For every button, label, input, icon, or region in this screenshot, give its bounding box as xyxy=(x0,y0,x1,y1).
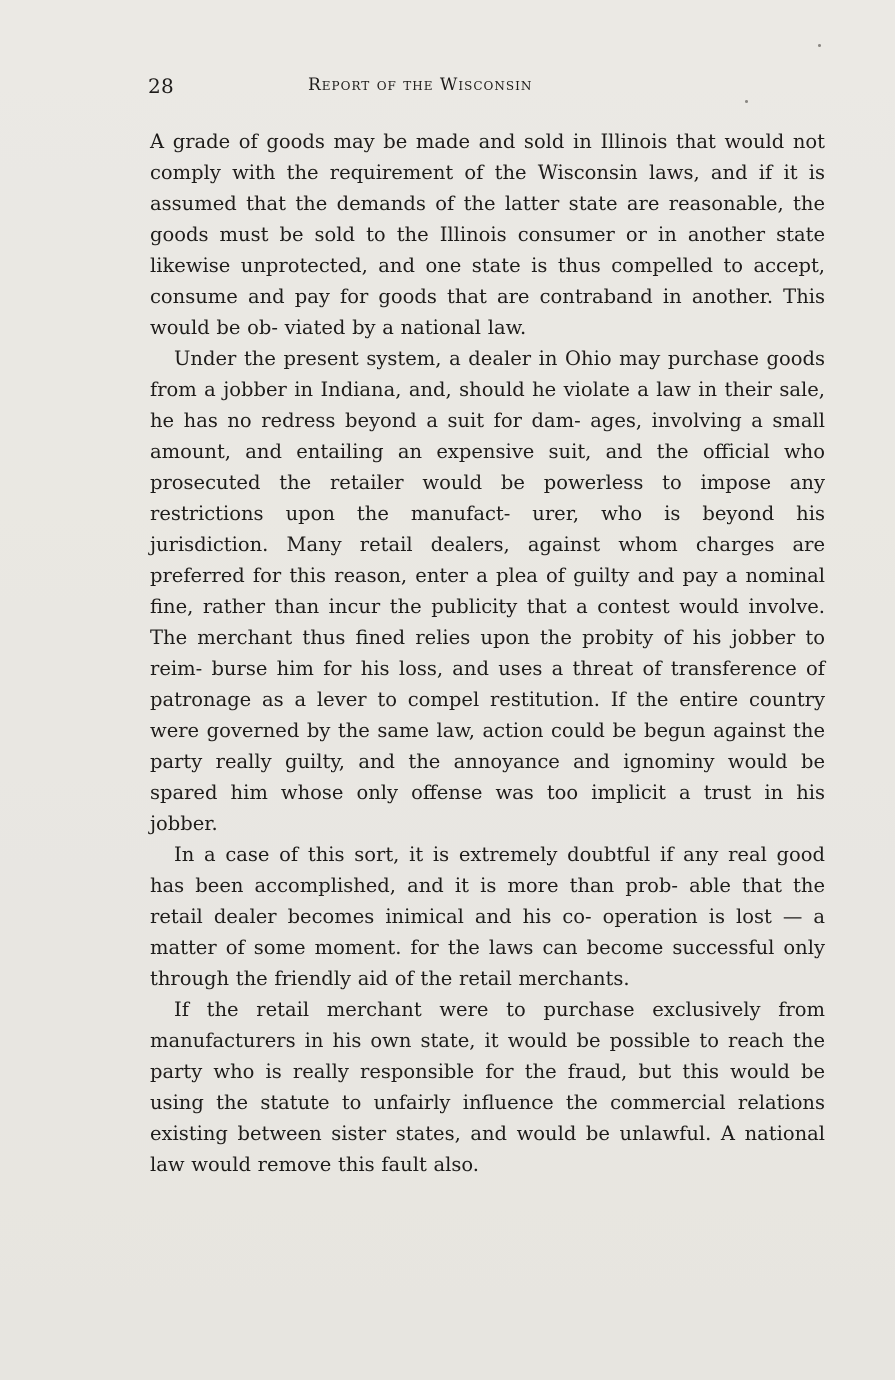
paper-speck xyxy=(818,44,821,47)
body-text xyxy=(150,126,825,1180)
running-head xyxy=(148,74,828,102)
page-number: 28 xyxy=(148,74,175,98)
paragraph-1: A grade of goods may be made and sold in Illinois that would not comply with the requirement of the Wisconsin laws, and if it is assumed that the demands of the latter state are reasonable, the goods must be sold to the Illinois consumer or in another state likewise unprotected, and one state is thus compelled to accept, consume and pay for goods that are contraband in another. This would be ob- viated by a national law. xyxy=(150,130,825,339)
paper-speck xyxy=(745,100,748,103)
paragraph-2: Under the present system, a dealer in Ohio may purchase goods from a jobber in Indiana, and, should he violate a law in their sale, he has no redress beyond a suit for dam- ages, involving a small amount, and entailing an expensive suit, and the official who prosecuted the retailer would be powerless to impose any restrictions upon the manufact- urer, who is beyond his jurisdiction. Many retail dealers, against whom charges are preferred for this reason, enter a plea of guilty and pay a nominal fine, rather than incur the publicity that a contest would involve. The merchant thus fined relies upon the probity of his jobber to reim- burse him for his loss, and uses a threat of transference of patronage as a lever to compel restitution. If the entire country were governed by the same law, action could be begun against the party really guilty, and the annoyance and ignominy would be spared him whose only offense was too implicit a trust in his jobber. xyxy=(150,347,825,835)
running-title: Report of the Wisconsin xyxy=(308,75,533,95)
paragraph-3: In a case of this sort, it is extremely doubtful if any real good has been accomplished, and it is more than prob- able that the retail dealer becomes inimical and his co- operation is lost — a matter of some moment. for the laws can become successful only through the friendly aid of the retail merchants. xyxy=(150,843,825,990)
paragraph-4: If the retail merchant were to purchase exclusively from manufacturers in his own state, it would be possible to reach the party who is really responsible for the fraud, but this would be using the statute to unfairly influence the commercial relations existing between sister states, and would be unlawful. A national law would remove this fault also. xyxy=(150,998,825,1176)
